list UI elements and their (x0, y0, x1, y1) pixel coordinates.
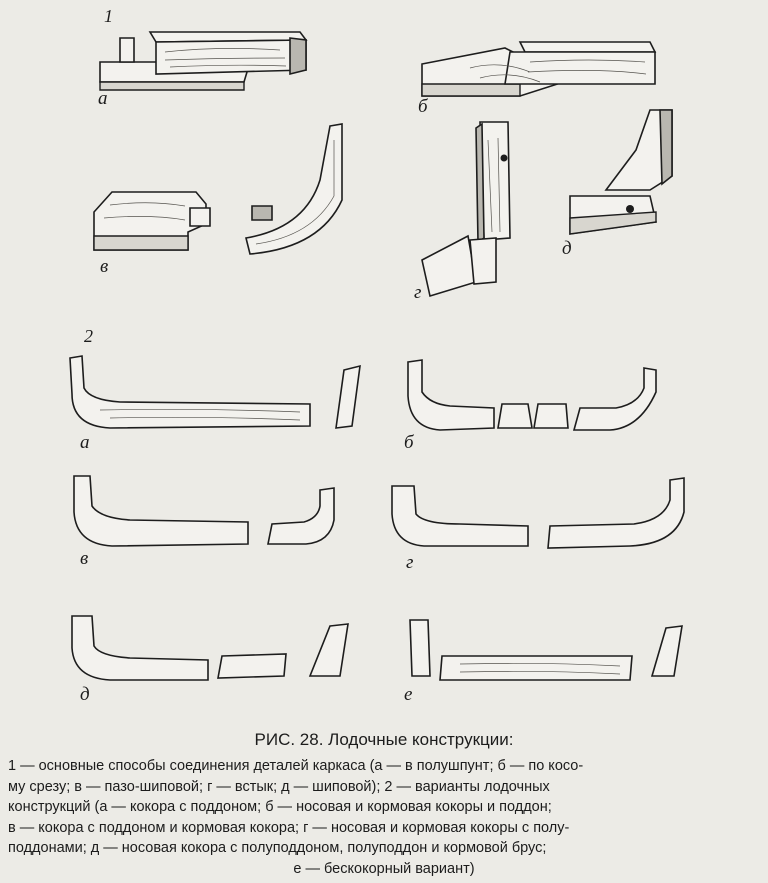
label-variant-e: е (404, 684, 413, 705)
label-variant-d: д (80, 684, 90, 705)
label-joint-v: в (100, 256, 109, 277)
caption-line: му срезу; в — пазо-шиповой; г — встык; д — шиповой); 2 — варианты лодочных (8, 778, 550, 795)
caption-line: 1 — основные способы соединения деталей каркаса (а — в полушпунт; б — по косо- (8, 758, 584, 774)
variant-e-drawing (410, 620, 682, 680)
joint-half-lap-drawing (100, 32, 306, 90)
variant-v-drawing (74, 476, 334, 546)
label-variant-v: в (80, 548, 89, 569)
label-joint-d: д (562, 238, 572, 259)
variant-g-drawing (392, 478, 684, 548)
group-number-1: 1 (104, 6, 113, 26)
caption-line: е — бескокорный вариант) (293, 860, 475, 877)
joint-tenon-drawing (570, 110, 672, 234)
label-joint-g: г (414, 282, 422, 303)
joint-butt-drawing (422, 122, 510, 296)
group-number-2: 2 (84, 326, 93, 346)
figure-caption (8, 756, 760, 879)
variant-b-drawing (408, 360, 656, 430)
variant-d-drawing (72, 616, 348, 680)
variant-a-drawing (70, 356, 360, 428)
figure-title: РИС. 28. Лодочные конструкции: (254, 730, 514, 749)
label-variant-g: г (406, 552, 414, 573)
label-joint-a: а (98, 88, 108, 109)
joint-scarf-drawing (422, 42, 655, 96)
caption-line: в — кокора с поддоном и кормовая кокора; г — носовая и кормовая кокоры с полу- (8, 819, 570, 836)
label-joint-b: б (418, 96, 428, 117)
caption-line: поддонами; д — носовая кокора с полуподдоном, полуподдон и кормовой брус; (8, 840, 547, 856)
caption-line: конструкций (а — кокора с поддоном; б — носовая и кормовая кокоры и поддон; (8, 799, 552, 815)
label-variant-a: а (80, 432, 90, 453)
label-variant-b: б (404, 432, 414, 453)
joint-mortise-tenon-drawing (94, 124, 342, 254)
